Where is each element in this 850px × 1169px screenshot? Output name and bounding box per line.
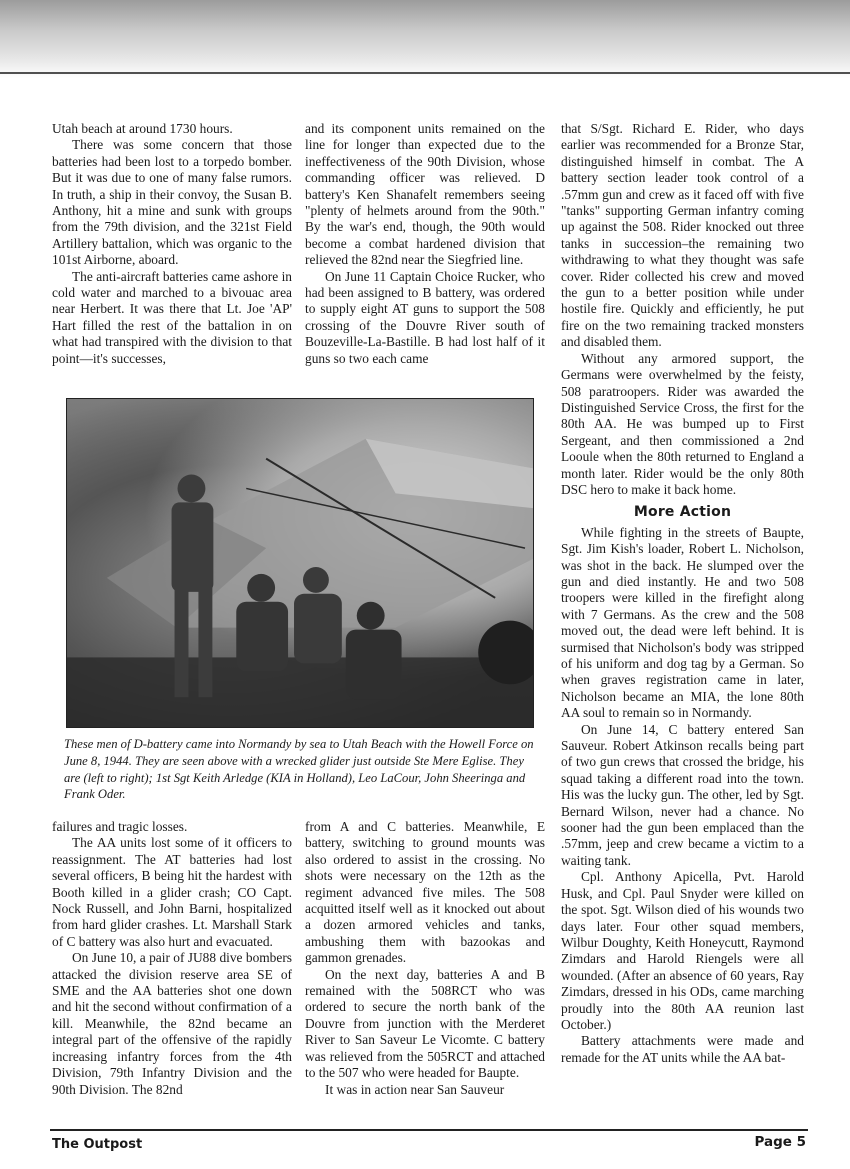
- paragraph: that S/Sgt. Richard E. Rider, who days earlier was recommended for a Bronze Star, distinguished himself in combat. The A battery section leader took control of a .57mm gun and crew as it faced off with five "tanks" supporting German infantry coming up against the 508. Rider knocked out three tanks in succession–the remaining two withdrawing to what they thought was safe cover. Rider collected his crew and moved the gun to a better position while under hostile fire. Quickly and efficiently, he put fire on the two remaining tracked monsters and disabled them.: [561, 121, 804, 350]
- paragraph: Cpl. Anthony Apicella, Pvt. Harold Husk, and Cpl. Paul Snyder were killed on the spot. Sgt. Wilson died of his wounds two days later. Four other squad members, Wilbur Doughty, Keith Honeycutt, Raymond Zimdars and Harold Riengels were all wounded. (After an absence of 60 years, Ray Zimdars, dressed in his ODs, came marching proudly into the 80th AA reunion last October.): [561, 869, 804, 1032]
- paragraph: from A and C batteries. Meanwhile, E battery, switching to ground mounts was also ordered to assist in the crossing. No shots were necessary on the 12th as the regiment advanced five miles. The 508 acquitted itself well as it knocked out about a dozen armored vehicles and tanks, ambushing them with bazookas and gammon grenades.: [305, 819, 545, 966]
- page-number: Page 5: [754, 1134, 806, 1150]
- paragraph: The AA units lost some of it officers to reassignment. The AT batteries had lost several officers, B being hit the hardest with Booth killed in a glider crash; CO Capt. Nock Russell, and John Barni, hospitalized from hard glider crashes. Lt. Marshall Stark of C battery was also hurt and evacuated.: [52, 835, 292, 949]
- article-column-3: [561, 121, 804, 1066]
- photo-caption: These men of D-battery came into Normandy by sea to Utah Beach with the Howell Force on June 8, 1944. They are seen above with a wrecked glider just outside Ste Mere Eglise. They are (left to right); 1st Sgt Keith Arledge (KIA in Holland), Leo LaCour, John Sheeringa and Frank Oder.: [64, 737, 534, 802]
- article-column-5: [305, 819, 545, 1098]
- paragraph: On the next day, batteries A and B remained with the 508RCT who was ordered to secure the north bank of the Douvre from junction with the Merderet River to San Saveur Le Vicomte. C battery was relieved from the 505RCT and attached to the 507 who were headed for Baupte.: [305, 966, 545, 1081]
- photo-illustration: [67, 399, 533, 727]
- glider-wreck-photo: [66, 398, 534, 728]
- article-column-1: [52, 121, 292, 367]
- scan-top-edge: [0, 0, 850, 78]
- paragraph: On June 11 Captain Choice Rucker, who had been assigned to B battery, was ordered to supply eight AT guns to support the 508 crossing of the Douvre River south of Bouzeville-La-Bastille. B had lost half of it guns so two each came: [305, 268, 545, 366]
- paragraph: There was some concern that those batteries had been lost to a torpedo bomber. But it was due to one of many false rumors. In truth, a ship in their convoy, the Susan B. Anthony, hit a mine and sunk with groups from the 79th division, and the 321st Field Artillery battalion, which was organic to the 101st Airborne, aboard.: [52, 137, 292, 268]
- paragraph: and its component units remained on the line for longer than expected due to the ineffectiveness of the 90th Division, whose commanding officer was relieved. D battery's Ken Shanafelt remembers seeing "plenty of helmets around from the 90th." By the war's end, though, the 90th would become a combat hardened division that relieved the 82nd near the Siegfried line.: [305, 121, 545, 268]
- paragraph: While fighting in the streets of Baupte, Sgt. Jim Kish's loader, Robert L. Nicholson, was shot in the back. He slumped over the gun and died instantly. He and two 508 troopers were killed in the firefight along with 7 Germans. As the crew and the 508 moved out, the dead were left behind. It is surmised that Nicholson's body was stripped of his uniform and dog tag by a German. So when graves registration came in later, Nicholson became an MIA, the lone 80th AA soul to remain so in Normandy.: [561, 524, 804, 721]
- paragraph: On June 14, C battery entered San Sauveur. Robert Atkinson recalls being part of two gun crews that crossed the bridge, his squad taking a different road into the town. His was the lucky gun. The other, led by Sgt. Bernard Wilson, never had a chance. No sooner had the gun been emplaced than the .57mm, jeep and crew became a victim to a waiting tank.: [561, 721, 804, 868]
- section-heading: More Action: [633, 504, 732, 521]
- paragraph: failures and tragic losses.: [52, 819, 188, 834]
- paragraph: On June 10, a pair of JU88 dive bombers attacked the division reserve area SE of SME and the AA batteries shot one down and hit the second without confirmation of a kill. Meanwhile, the 82nd became an integral part of the offensive of the rapidly increasing infantry forces from the 4th Division, 79th Infantry Division and the 90th Division. The 82nd: [52, 950, 292, 1097]
- article-column-2: [305, 121, 545, 367]
- paragraph: Utah beach at around 1730 hours.: [52, 121, 233, 136]
- publication-name: The Outpost: [52, 1137, 143, 1152]
- footer-rule: [50, 1129, 808, 1131]
- article-column-4: [52, 819, 292, 1098]
- paragraph: Battery attachments were made and remade for the AT units while the AA bat-: [561, 1033, 804, 1065]
- paragraph: It was in action near San Sauveur: [325, 1081, 505, 1097]
- paragraph: The anti-aircraft batteries came ashore in cold water and marched to a bivouac area near Herbert. It was there that Lt. Joe 'AP' Hart filled the rest of the battalion in on what had transpired with the division to that point—it's successes,: [52, 268, 292, 366]
- paragraph: Without any armored support, the Germans were overwhelmed by the feisty, 508 paratroopers. Rider was awarded the Distinguished Service Cross, the first for the 80th AA. He was bumped up to First Sergeant, and then commissioned a 2nd Looule when the 80th returned to England a month later. Rider would be the only 80th DSC hero to make it back home.: [561, 350, 804, 497]
